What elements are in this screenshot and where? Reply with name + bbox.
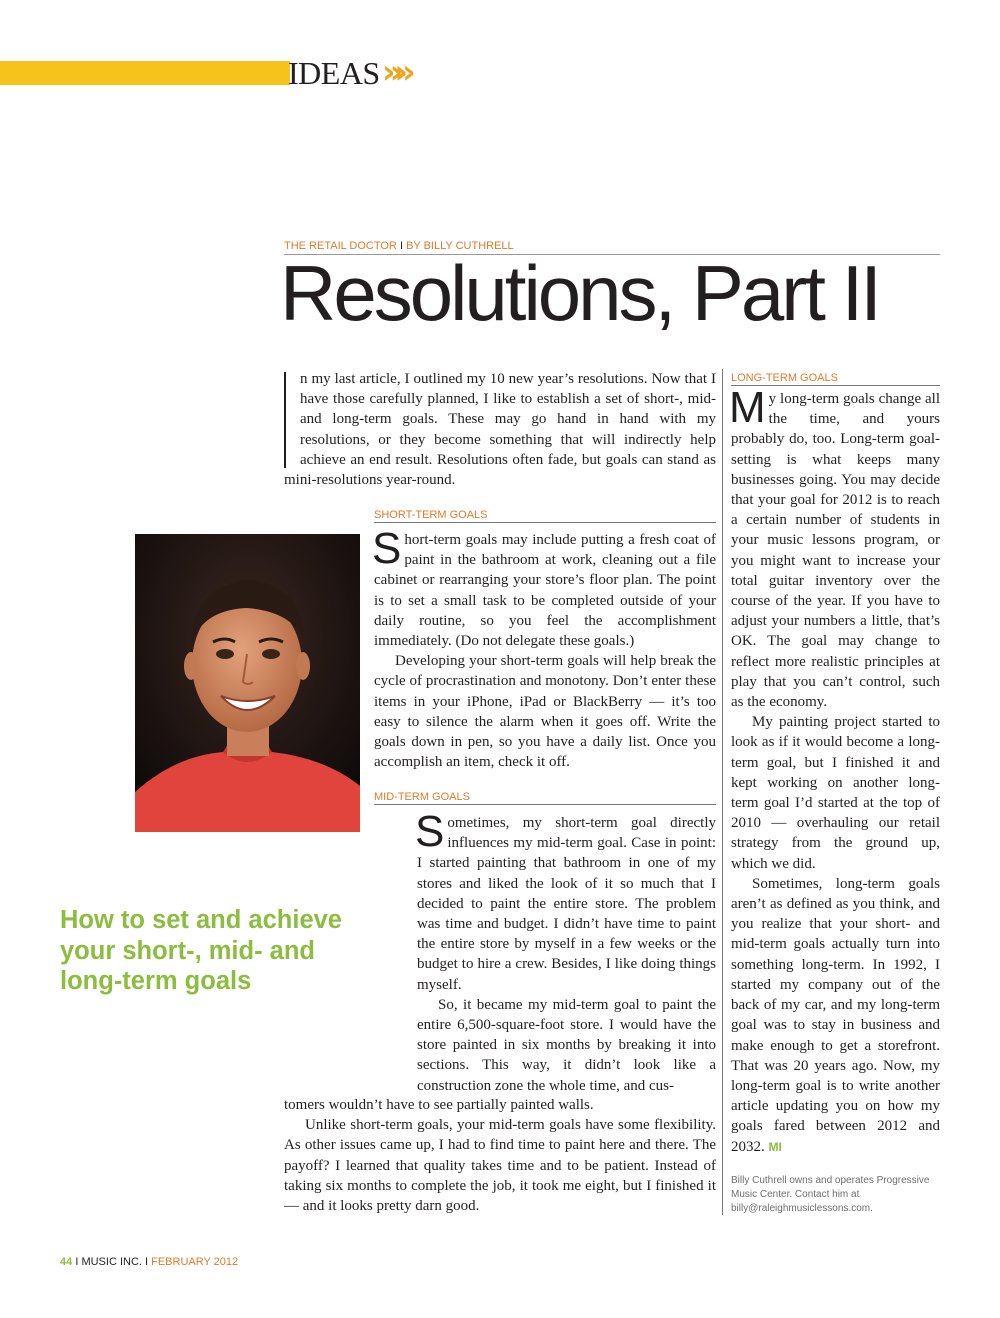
mid-term-body-continued: [284, 1095, 716, 1216]
short-term-drop-cap: S: [372, 524, 402, 573]
long-term-p1: y long-term goals change all the time, and yours probably do, too. Long-term goal-setting is what keeps many businesses going. You may decide that your goal for 2012 is to reach a certain number of students in your music lessons program, or you might want to increase your total guitar inventory over the course of the year. If you have to adjust your numbers a little, that’s OK. The goal may change to reflect more realistic principles at play that you can’t control, such as the economy.: [731, 391, 940, 711]
chevron-right-icon: »»: [382, 52, 407, 91]
mid-term-p2-continued: tomers wouldn’t have to see partially painted walls.: [284, 1097, 594, 1113]
author-photo: [135, 534, 360, 832]
magazine-name: MUSIC INC.: [81, 1256, 142, 1268]
column-name: THE RETAIL DOCTOR: [284, 240, 397, 252]
short-term-p2: Developing your short-term goals will help break the cycle of procrastination and monotony. Don’t enter these items in your iPhone, iPad or BlackBerry — it’s too easy to silence the alarm when it goes off. Write the goals down in pen, so you have a daily list. Once you accomplish an item, check it off.: [374, 653, 716, 771]
end-mark: MI: [768, 1139, 782, 1154]
mid-term-body: [415, 807, 716, 1096]
long-term-drop-cap: M: [729, 383, 766, 432]
short-term-heading: SHORT-TERM GOALS: [374, 509, 716, 523]
mid-term-drop-cap: S: [415, 807, 445, 856]
article-headline: Resolutions, Part II: [280, 249, 879, 337]
mid-term-p3: Unlike short-term goals, your mid-term goals have some flexibility. As other issues came up, I had to find time to paint here and there. The payoff? I learned that quality takes time and to be patient. Instead of taking six months to complete the job, it took me eight, but I finished it — and it looks pretty darn good.: [284, 1117, 716, 1215]
footer-separator-2: I: [145, 1256, 149, 1268]
column-rule: [722, 369, 723, 1215]
short-term-body: [372, 524, 716, 772]
intro-drop-cap: [284, 372, 296, 468]
mid-term-heading: MID-TERM GOALS: [374, 791, 716, 805]
issue-date: FEBRUARY 2012: [151, 1256, 239, 1268]
short-term-p1: hort-term goals may include putting a fresh coat of paint in the bathroom at work, cleaning out a file cabinet or rearranging your store’s floor plan. The point is to set a small task to be completed outside of your daily routine, so you feel the accomplishment immediately. (Do not delegate these goals.): [374, 532, 716, 650]
intro-text: n my last article, I outlined my 10 new year’s resolutions. Now that I have those carefully planned, I like to establish a set of short-, mid- and long-term goals. These may go hand in hand with my resolutions, or they become something that will indirectly help achieve an end result. Resolutions often fade, but goals can stand as mini-resolutions year-round.: [284, 371, 716, 489]
page-number: 44: [60, 1256, 73, 1268]
long-term-p3: Sometimes, long-term goals aren’t as defined as you think, and you realize that your short- and mid-term goals actually turn into something long-term. In 1992, I started my company out of the back of my car, and my long-term goal was to stay in business and make enough to get a storefront. That was 20 years ago. Now, my long-term goal is to write another article updating you on how my goals fared between 2012 and 2032.: [731, 875, 940, 1155]
author-portrait-image: [135, 534, 360, 832]
article-deck: How to set and achieve your short-, mid- and long-term goals: [60, 906, 342, 995]
mid-term-p1: ometimes, my short-term goal directly influences my mid-term goal. Case in point: I started painting that bathroom in one of my stores and liked the look of it so much that I decided to paint the entire store. The problem was time and budget. I didn’t have time to paint the entire store by myself in a few weeks or the budget to hire a crew. Besides, I like doing things myself.: [417, 815, 716, 993]
author-name: BY BILLY CUTHRELL: [406, 240, 514, 252]
intro-paragraph: [284, 369, 716, 490]
byline-separator: I: [399, 240, 403, 252]
page-footer: [60, 1256, 238, 1268]
long-term-heading: LONG-TERM GOALS: [731, 372, 940, 386]
mid-term-p2: So, it became my mid-term goal to paint the entire 6,500-square-foot store. I would have the store painted in six months by breaking it into sections. This way, it didn’t look like a construction zone the whole time, and cus-: [417, 996, 716, 1094]
header-accent-bar: [0, 61, 290, 85]
author-bio: Billy Cuthrell owns and operates Progressive Music Center. Contact him at billy@raleighmusiclessons.com.: [731, 1175, 930, 1214]
footer-separator-1: I: [75, 1256, 79, 1268]
section-title: IDEAS: [288, 55, 380, 91]
long-term-p2: My painting project started to look as if it would become a long-term goal, but I finished it and kept working on another long-term goal I’d started at the top of 2010 — overhauling our retail strategy from the ground up, which we did.: [731, 714, 940, 872]
long-term-body: [729, 383, 940, 1157]
